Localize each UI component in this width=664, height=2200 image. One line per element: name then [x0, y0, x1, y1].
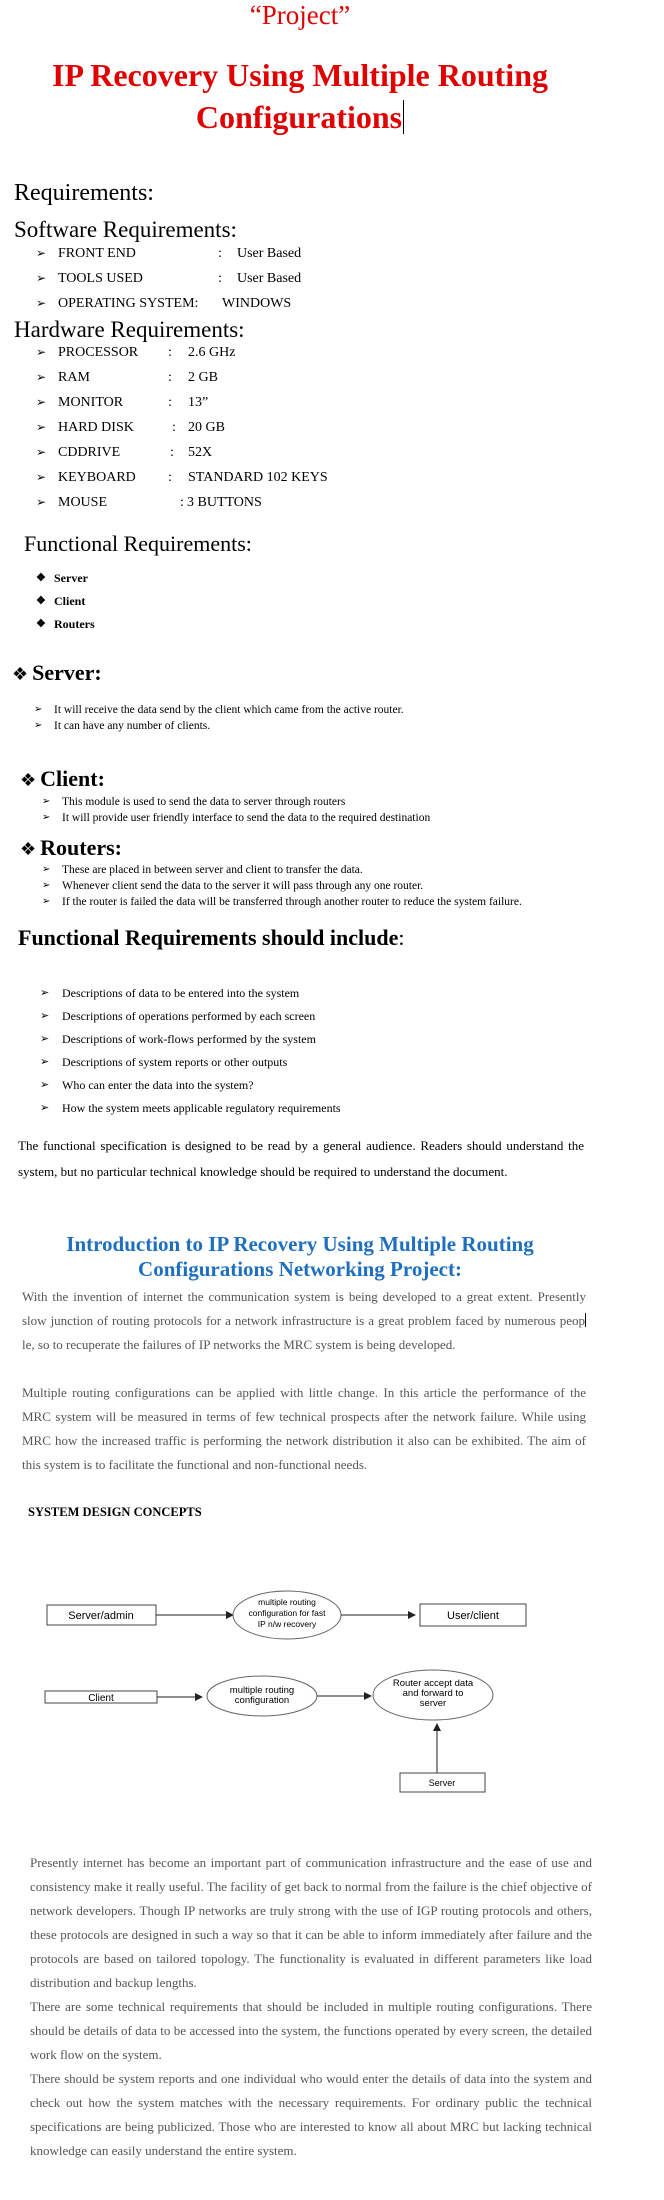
arrow-bullet-icon: ➢	[42, 880, 51, 891]
fr-include-heading: Functional Requirements should include:	[18, 925, 405, 950]
list-item: ➢ Descriptions of data to be entered into the system	[20, 982, 620, 1005]
user-client-label: User/client	[447, 1610, 499, 1622]
list-item: ❖ Routers	[32, 613, 95, 636]
arrow-bullet-icon: ➢	[42, 812, 51, 823]
list-item: ❖ Client	[32, 590, 95, 613]
list-item: ➢ MOUSE : 3 BUTTONS	[14, 490, 514, 515]
functional-heading: Functional Requirements:	[24, 531, 252, 556]
list-item: ➢ TOOLS USED : User Based	[14, 266, 514, 291]
router-ellipse-line-1: Router accept data	[392, 1678, 474, 1689]
list-item: ➢ It will receive the data send by the client which came from the active router.	[34, 704, 404, 716]
client-heading: ❖ Client:	[20, 766, 105, 791]
list-item: ➢ KEYBOARD : STANDARD 102 KEYS	[14, 465, 514, 490]
page-title	[0, 54, 600, 138]
list-item: ➢ Descriptions of operations performed by each screen	[20, 1005, 620, 1028]
hardware-heading: Hardware Requirements:	[14, 317, 245, 342]
list-item: ➢ OPERATING SYSTEM: WINDOWS	[14, 291, 514, 316]
arrow-bullet-icon: ➢	[36, 296, 47, 310]
title-line-2	[0, 96, 600, 138]
intro-title	[0, 1232, 600, 1282]
title-line-1: IP Recovery Using Multiple Routing	[52, 57, 548, 93]
text-cursor	[403, 100, 404, 134]
arrow-bullet-icon: ➢	[36, 345, 47, 359]
server-box-label: Server	[428, 1778, 456, 1788]
mrc-ellipse-2-line-1: multiple routing	[229, 1685, 295, 1696]
diamond-bullet-icon: ❖	[36, 595, 46, 607]
closing-paragraph-1: Presently internet has become an important part of communication infrastructure and the ease of use and consistency make it really useful. The facility of get back to normal from the failure is the chief objective of network developers. Though IP networks are truly strong with the use of IGP routing protocols and others, these protocols are designed in such a way so that it can be able to inform immediately after failure and the protocols are based on tailored topology. The functionality is evaluated in different parameters like load distribution and backup lengths.	[30, 1855, 592, 1990]
arrow-bullet-icon: ➢	[36, 495, 47, 509]
arrow-bullet-icon: ➢	[40, 1056, 50, 1068]
diamond-bullet-icon: ❖	[12, 664, 29, 684]
list-item: ➢ It can have any number of clients.	[34, 720, 211, 732]
project-label: “Project”	[249, 0, 351, 30]
routers-heading: ❖ Routers:	[20, 835, 123, 860]
list-item: ➢ Descriptions of work-flows performed by the system	[20, 1028, 620, 1051]
mrc-ellipse-line-1: multiple routing	[258, 1597, 316, 1607]
arrow-bullet-icon: ➢	[36, 271, 47, 285]
fr-paragraph: The functional specification is designed to be read by a general audience. Readers should understand the system, but no particular technical knowledge should be required to understand the document.	[18, 1138, 584, 1179]
mrc-ellipse-line-3: IP n/w recovery	[257, 1619, 317, 1629]
list-item: ➢ It will provide user friendly interface to send the data to the required destination	[42, 812, 431, 824]
list-item: ➢ CDDRIVE : 52X	[14, 440, 514, 465]
routers-list	[34, 862, 654, 910]
arrow-bullet-icon: ➢	[34, 720, 43, 731]
arrow-bullet-icon: ➢	[36, 445, 47, 459]
software-heading: Software Requirements:	[14, 217, 237, 242]
arrow-bullet-icon: ➢	[36, 395, 47, 409]
arrow-bullet-icon: ➢	[42, 864, 51, 875]
fr-include-list	[20, 982, 620, 1120]
functional-list	[32, 567, 95, 636]
list-item: ➢ How the system meets applicable regulatory requirements	[20, 1097, 620, 1120]
intro-title-line-2: Configurations Networking Project:	[138, 1257, 462, 1281]
client-box-label: Client	[88, 1693, 114, 1704]
arrow-bullet-icon: ➢	[42, 896, 51, 907]
server-admin-label: Server/admin	[68, 1610, 134, 1622]
diamond-bullet-icon: ❖	[36, 572, 46, 584]
arrow-bullet-icon: ➢	[40, 1033, 50, 1045]
list-item: ➢ PROCESSOR : 2.6 GHz	[14, 340, 514, 365]
arrow-bullet-icon: ➢	[36, 370, 47, 384]
software-list	[14, 241, 514, 316]
title-line-2-text: Configurations	[195, 99, 403, 135]
mrc-ellipse-line-2: configuration for fast	[248, 1608, 326, 1618]
list-item: ➢ Descriptions of system reports or other outputs	[20, 1051, 620, 1074]
server-heading: ❖ Server:	[12, 660, 102, 685]
list-item: ➢ FRONT END : User Based	[14, 241, 514, 266]
text-cursor	[585, 1313, 586, 1327]
list-item: ➢ If the router is failed the data will be transferred through another router to reduce the system failure.	[42, 896, 522, 908]
arrow-bullet-icon: ➢	[36, 246, 47, 260]
closing-paragraph-3: There should be system reports and one individual who would enter the details of data into the system and check out how the system matches with the necessary requirements. For ordinary public the technical specifications are being publicized. Those who are interested to know all about MRC but lacking technical knowledge can easily understand the entire system.	[30, 2071, 592, 2158]
system-design-diagram	[0, 1560, 600, 1820]
arrow-bullet-icon: ➢	[36, 420, 47, 434]
list-item: ❖ Server	[32, 567, 95, 590]
list-item: ➢ This module is used to send the data to server through routers	[42, 796, 346, 808]
intro-title-line-1: Introduction to IP Recovery Using Multiple Routing	[66, 1232, 534, 1256]
arrow-bullet-icon: ➢	[34, 704, 43, 715]
arrow-bullet-icon: ➢	[40, 987, 50, 999]
client-list	[34, 794, 644, 826]
intro-paragraph-2: Multiple routing configurations can be applied with little change. In this article the performance of the MRC system will be measured in terms of few technical prospects after the network failure. While using MRC how the increased traffic is performing the network distribution it also can be exhibited. The aim of this system is to facilitate the functional and non-functional needs.	[22, 1385, 586, 1472]
list-item: ➢ Whenever client send the data to the server it will pass through any one router.	[42, 880, 424, 892]
router-ellipse-line-3: server	[419, 1698, 447, 1709]
server-list	[26, 702, 646, 734]
list-item: ➢ These are placed in between server and client to transfer the data.	[42, 864, 363, 876]
list-item: ➢ RAM : 2 GB	[14, 365, 514, 390]
arrow-bullet-icon: ➢	[36, 470, 47, 484]
list-item: ➢ MONITOR : 13”	[14, 390, 514, 415]
mrc-ellipse-2-line-2: configuration	[234, 1695, 290, 1706]
diamond-bullet-icon: ❖	[20, 770, 37, 790]
closing-paragraph-2: There are some technical requirements that should be included in multiple routing configurations. There should be details of data to be accessed into the system, the functions operated by every screen, the detailed work flow on the system.	[30, 1999, 592, 2062]
arrow-bullet-icon: ➢	[40, 1010, 50, 1022]
arrow-bullet-icon: ➢	[40, 1102, 50, 1114]
intro-paragraph-1: With the invention of internet the communication system is being developed to a great extent. Presently slow junction of routing protocols for a network infrastructure is a great problem faced by numerous people, so to recuperate the failures of IP networks the MRC system is being developed.	[22, 1289, 586, 1352]
arrow-bullet-icon: ➢	[42, 796, 51, 807]
diamond-bullet-icon: ❖	[36, 618, 46, 630]
requirements-heading: Requirements:	[14, 180, 154, 206]
arrow-bullet-icon: ➢	[40, 1079, 50, 1091]
diamond-bullet-icon: ❖	[20, 839, 37, 859]
list-item: ➢ HARD DISK : 20 GB	[14, 415, 514, 440]
design-heading: SYSTEM DESIGN CONCEPTS	[28, 1505, 202, 1519]
list-item: ➢ Who can enter the data into the system?	[20, 1074, 620, 1097]
router-ellipse-line-2: and forward to	[402, 1688, 464, 1699]
hardware-list	[14, 340, 514, 515]
